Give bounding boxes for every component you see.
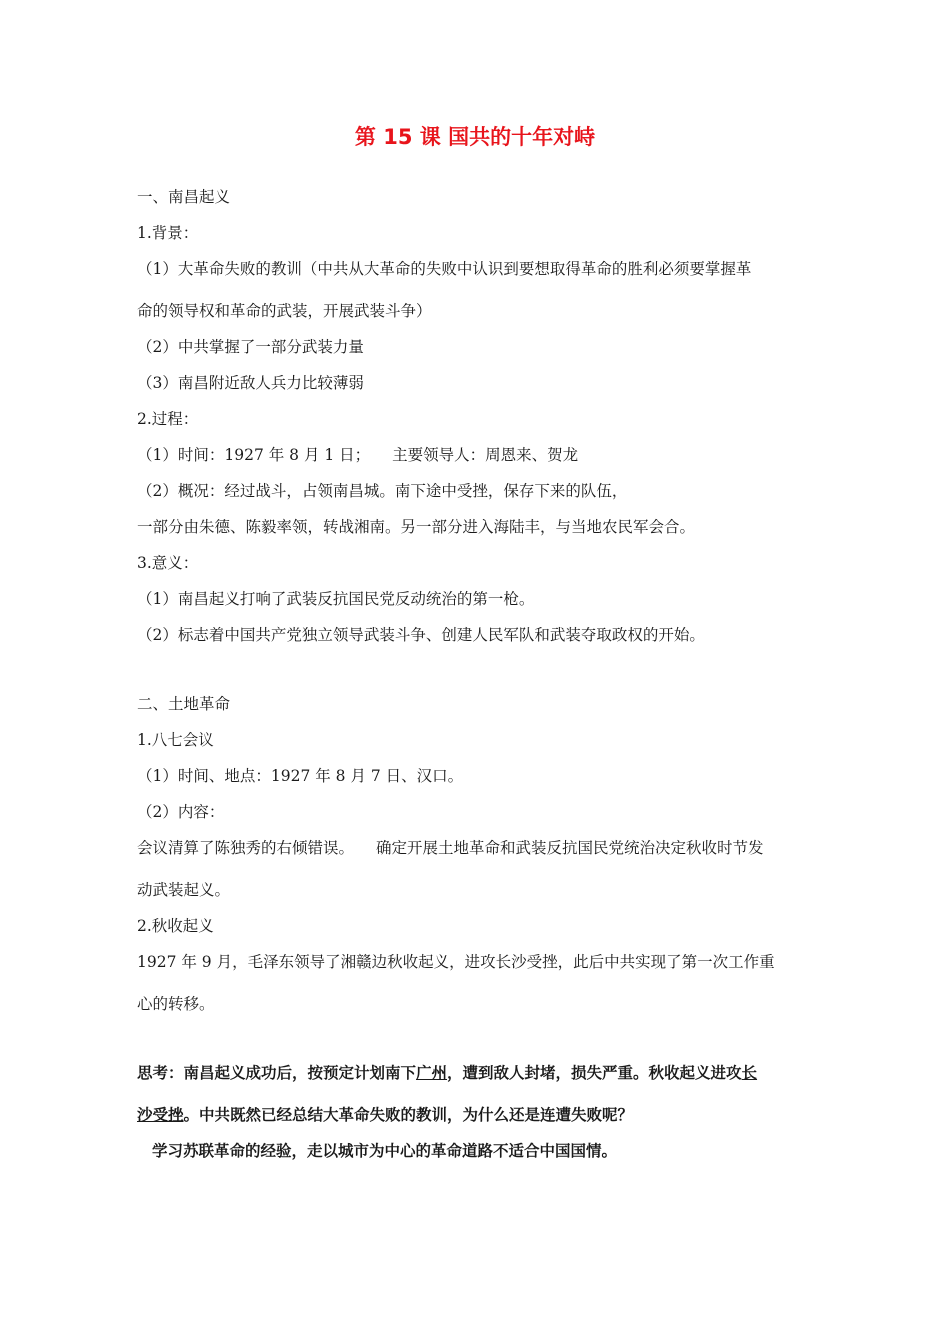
process-item-1 — [137, 444, 578, 466]
significance-label: 3.意义： — [137, 554, 199, 572]
background-item-2: （2）中共掌握了一部分武装力量 — [137, 338, 364, 356]
think-question-line-1 — [137, 1062, 757, 1084]
process-item-2-line-1: （2）概况：经过战斗，占领南昌城。南下途中受挫，保存下来的队伍， — [137, 482, 628, 500]
underlined-guangzhou: 广州 — [416, 1064, 448, 1082]
process-label: 2.过程： — [137, 410, 199, 428]
think-answer: 学习苏联革命的经验，走以城市为中心的革命道路不适合中国国情。 — [152, 1142, 618, 1160]
meeting-content-part-1: 会议清算了陈独秀的右倾错误。 — [137, 839, 355, 857]
autumn-harvest-line-1: 1927 年 9 月，毛泽东领导了湘赣边秋收起义，进攻长沙受挫，此后中共实现了第一次工作重 — [137, 953, 775, 971]
page-title: 第 15 课 国共的十年对峙 — [354, 125, 596, 149]
significance-item-2: （2）标志着中国共产党独立领导武装斗争、创建人民军队和武装夺取政权的开始。 — [137, 626, 705, 644]
background-label: 1.背景： — [137, 224, 199, 242]
underlined-chang: 长 — [741, 1064, 758, 1082]
underlined-sha-shoucuo: 沙受挫 — [137, 1106, 184, 1124]
think-question-text-3: 。中共既然已经总结大革命失败的教训，为什么还是连遭失败呢？ — [183, 1106, 634, 1124]
meeting-time-place: （1）时间、地点：1927 年 8 月 7 日、汉口。 — [137, 767, 464, 785]
meeting-content-part-2: 确定开展土地革命和武装反抗国民党统治决定秋收时节发 — [376, 839, 764, 857]
think-question-text-2: ，遭到敌人封堵，损失严重。秋收起义进攻 — [447, 1064, 742, 1082]
background-item-3: （3）南昌附近敌人兵力比较薄弱 — [137, 374, 364, 392]
autumn-harvest-line-2: 心的转移。 — [137, 995, 215, 1013]
section-2-heading: 二、土地革命 — [137, 695, 231, 713]
significance-item-1: （1）南昌起义打响了武装反抗国民党反动统治的第一枪。 — [137, 590, 535, 608]
august-seventh-meeting-label: 1.八七会议 — [137, 731, 214, 749]
section-1-heading: 一、南昌起义 — [137, 188, 231, 206]
meeting-content-line-1 — [137, 837, 764, 859]
background-item-1-line-2: 命的领导权和革命的武装，开展武装斗争） — [137, 302, 432, 320]
process-item-2-line-2: 一部分由朱德、陈毅率领，转战湘南。另一部分进入海陆丰，与当地农民军会合。 — [137, 518, 696, 536]
think-question-text-1: 思考：南昌起义成功后，按预定计划南下 — [137, 1064, 417, 1082]
autumn-harvest-uprising-label: 2.秋收起义 — [137, 917, 214, 935]
process-time: （1）时间：1927 年 8 月 1 日； — [137, 446, 371, 464]
meeting-content-label: （2）内容： — [137, 803, 225, 821]
think-question-line-2 — [137, 1104, 633, 1126]
meeting-content-line-2: 动武装起义。 — [137, 881, 231, 899]
process-leaders: 主要领导人：周恩来、贺龙 — [392, 446, 579, 464]
background-item-1-line-1: （1）大革命失败的教训（中共从大革命的失败中认识到要想取得革命的胜利必须要掌握革 — [137, 260, 752, 278]
